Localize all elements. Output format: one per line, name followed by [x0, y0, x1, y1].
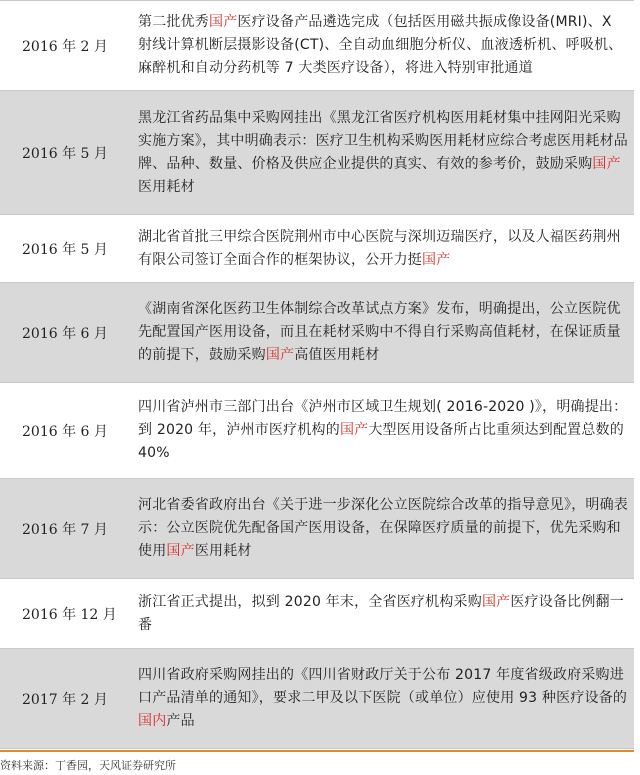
row-date: 2016 年 6 月 [22, 325, 108, 342]
row-date: 2016 年 12 月 [22, 606, 117, 623]
source-note: 资料来源：丁香园，天风证券研究所 [0, 759, 176, 772]
row-date: 2016 年 7 月 [22, 521, 108, 538]
row-description [138, 298, 634, 367]
description-text: 产品 [166, 713, 195, 729]
description-text: 浙江省正式提出，拟到 2020 年末，全省医疗机构采购 [138, 593, 482, 610]
description-text: 河北省委省政府出台《关于进一步深化公立医院综合改革的指导意见》，明确表示：公立医院优先配备国产医用设备，在保障医疗质量的前提下，优先采购和使用 [138, 497, 628, 559]
table-row [0, 579, 634, 649]
description-text: 大型医用设备所占比重须达到配置总数的 40% [138, 422, 624, 461]
description-text: 医疗设备产品遴选完成（包括医用磁共振成像设备(MRI)、X 射线计算机断层摄影设备(CT)、全自动血细胞分析仪、血液透析机、呼吸机、麻醉机和自动分药机等 7 大类医疗设备），将进入特别审批通道 [138, 14, 623, 76]
description-text: 《湖南省深化医药卫生体制综合改革试点方案》发布，明确提出，公立医院优先配置国产医用设备，而且在耗材采购中不得自行采购高值耗材，在保证质量的前提下，鼓励采购 [138, 301, 621, 363]
highlight-term: 国产 [339, 422, 369, 438]
highlight-term: 国产 [592, 155, 621, 172]
table-row [0, 649, 634, 749]
table-row [0, 215, 634, 283]
description-text: 四川省政府采购网挂出的《四川省财政厅关于公布 2017 年度省级政府采购进口产品清单的通知》，要求二甲及以下医院（或单位）应使用 93 种医疗设备的 [138, 667, 628, 706]
highlight-term: 国内 [138, 713, 167, 729]
row-date: 2016 年 6 月 [22, 423, 108, 440]
row-description [138, 494, 634, 563]
highlight-term: 国产 [422, 251, 451, 268]
table-row [0, 91, 634, 215]
description-text: 医用耗材 [194, 543, 252, 559]
description-text: 黑龙江省药品集中采购网挂出《黑龙江省医疗机构医用耗材集中挂网阳光采购实施方案》，其中明确表示：医疗卫生机构采购医用耗材应综合考虑医用耗材品牌、品种、数量、价格及供应企业提供的真实、有效的参考价，鼓励采购 [138, 109, 628, 172]
table-row [0, 479, 634, 579]
row-date: 2017 年 2 月 [22, 691, 108, 708]
row-date: 2016 年 5 月 [22, 145, 108, 162]
row-description [138, 396, 634, 465]
description-text: 医疗设备比例翻一番 [138, 593, 624, 633]
row-date: 2016 年 2 月 [22, 38, 108, 55]
row-description [138, 226, 634, 272]
table-row [0, 383, 634, 479]
row-description [138, 107, 634, 199]
row-description [138, 591, 634, 637]
highlight-term: 国产 [166, 543, 195, 559]
row-description [138, 664, 634, 733]
table-row [0, 283, 634, 383]
description-text: 四川省泸州市三部门出台《泸州市区域卫生规划( 2016-2020 )》，明确提出：到 2020 年，泸州市医疗机构的 [138, 399, 628, 438]
row-description [138, 11, 634, 80]
row-date: 2016 年 5 月 [22, 241, 108, 258]
description-text: 医用耗材 [138, 178, 195, 195]
bottom-divider [0, 750, 634, 752]
description-text: 高值医用耗材 [294, 347, 380, 363]
description-text: 第二批优秀 [138, 14, 209, 30]
highlight-term: 国产 [265, 347, 295, 363]
table-row [0, 1, 634, 91]
highlight-term: 国产 [481, 593, 511, 610]
highlight-term: 国产 [209, 14, 238, 30]
description-text: 湖北省首批三甲综合医院荆州市中心医院与深圳迈瑞医疗，以及人福医药荆州有限公司签订全面合作的框架协议，公开力挺 [138, 228, 621, 268]
